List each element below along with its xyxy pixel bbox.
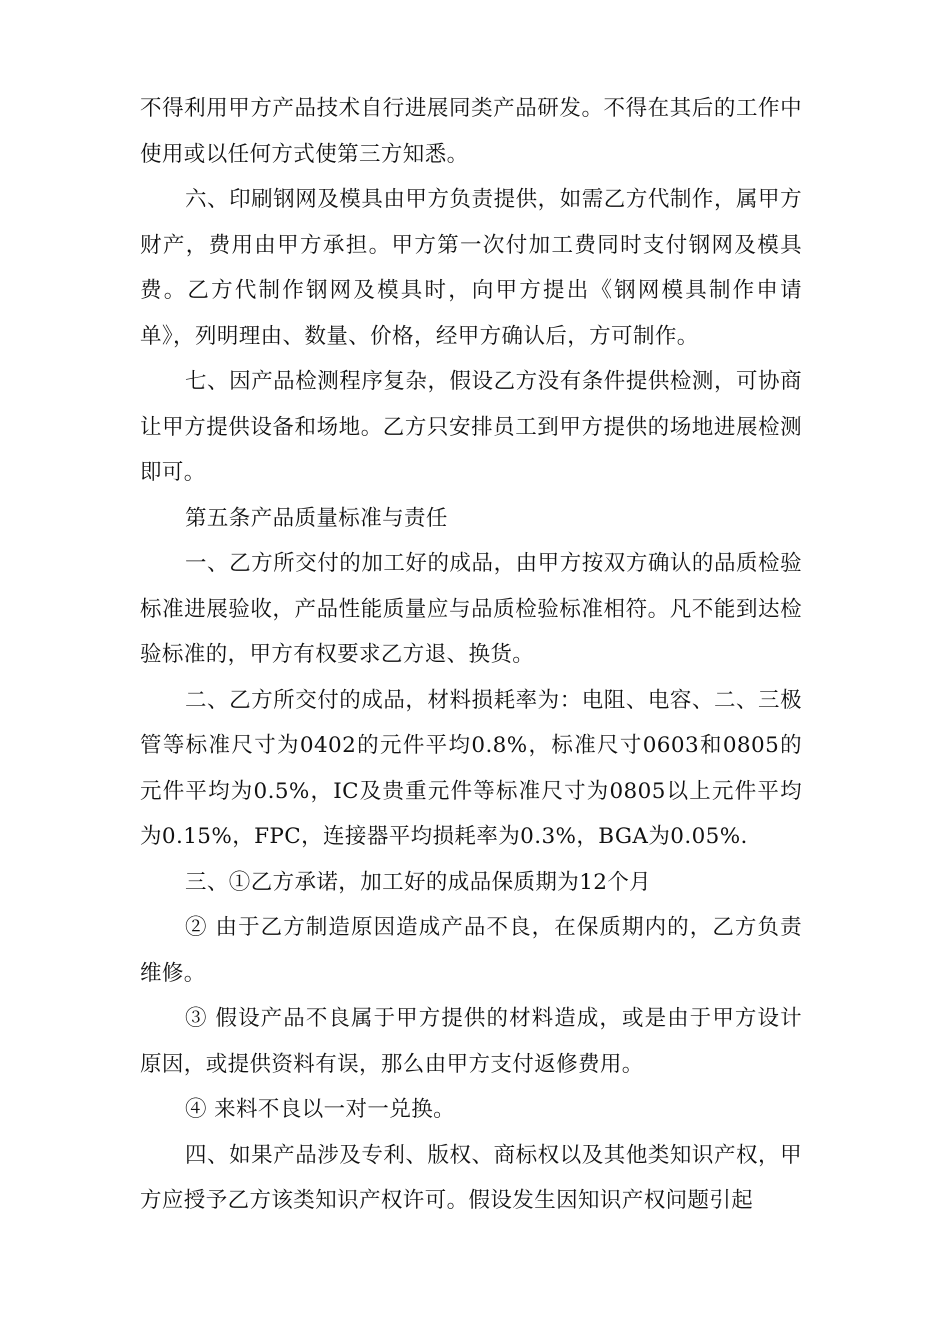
paragraph-quality-2-loss-rate: 二、乙方所交付的成品，材料损耗率为：电阻、电容、二、三极管等标准尺寸为0402的元件平均0.8%，标准尺寸0603和0805的元件平均为0.5%，IC及贵重元件等标准尺寸为0805以上元件平均为0.15%，FPC，连接器平均损耗率为0.3%，BGA为0.05%. — [140, 687, 802, 849]
paragraph-clause-6-stencil-mold: 六、印刷钢网及模具由甲方负责提供，如需乙方代制作，属甲方财产，费用由甲方承担。甲方第一次付加工费同时支付钢网及模具费。乙方代制作钢网及模具时，向甲方提出《钢网模具制作申请单》，列明理由、数量、价格，经甲方确认后，方可制作。 — [140, 187, 802, 349]
paragraph-confidentiality-continued: 不得利用甲方产品技术自行进展同类产品研发。不得在其后的工作中使用或以任何方式使第三方知悉。 — [140, 96, 802, 167]
paragraph-warranty-item-3: ③ 假设产品不良属于甲方提供的材料造成，或是由于甲方设计原因，或提供资料有误，那么由甲方支付返修费用。 — [140, 1006, 802, 1077]
section-heading-article-5: 第五条产品质量标准与责任 — [185, 505, 448, 531]
paragraph-warranty-item-2: ② 由于乙方制造原因造成产品不良，在保质期内的，乙方负责维修。 — [140, 915, 802, 986]
paragraph-clause-7-testing: 七、因产品检测程序复杂，假设乙方没有条件提供检测，可协商让甲方提供设备和场地。乙方只安排员工到甲方提供的场地进展检测即可。 — [140, 369, 802, 485]
paragraph-warranty-item-4: ④ 来料不良以一对一兑换。 — [185, 1097, 456, 1122]
paragraph-quality-1-acceptance: 一、乙方所交付的加工好的成品，由甲方按双方确认的品质检验标准进展验收，产品性能质量应与品质检验标准相符。凡不能到达检验标准的，甲方有权要求乙方退、换货。 — [140, 551, 802, 667]
document-body — [140, 86, 802, 1224]
paragraph-quality-4-ip: 四、如果产品涉及专利、版权、商标权以及其他类知识产权，甲方应授予乙方该类知识产权许可。假设发生因知识产权问题引起 — [140, 1142, 802, 1213]
paragraph-quality-3-warranty: 三、①乙方承诺，加工好的成品保质期为12个月 — [185, 869, 652, 895]
